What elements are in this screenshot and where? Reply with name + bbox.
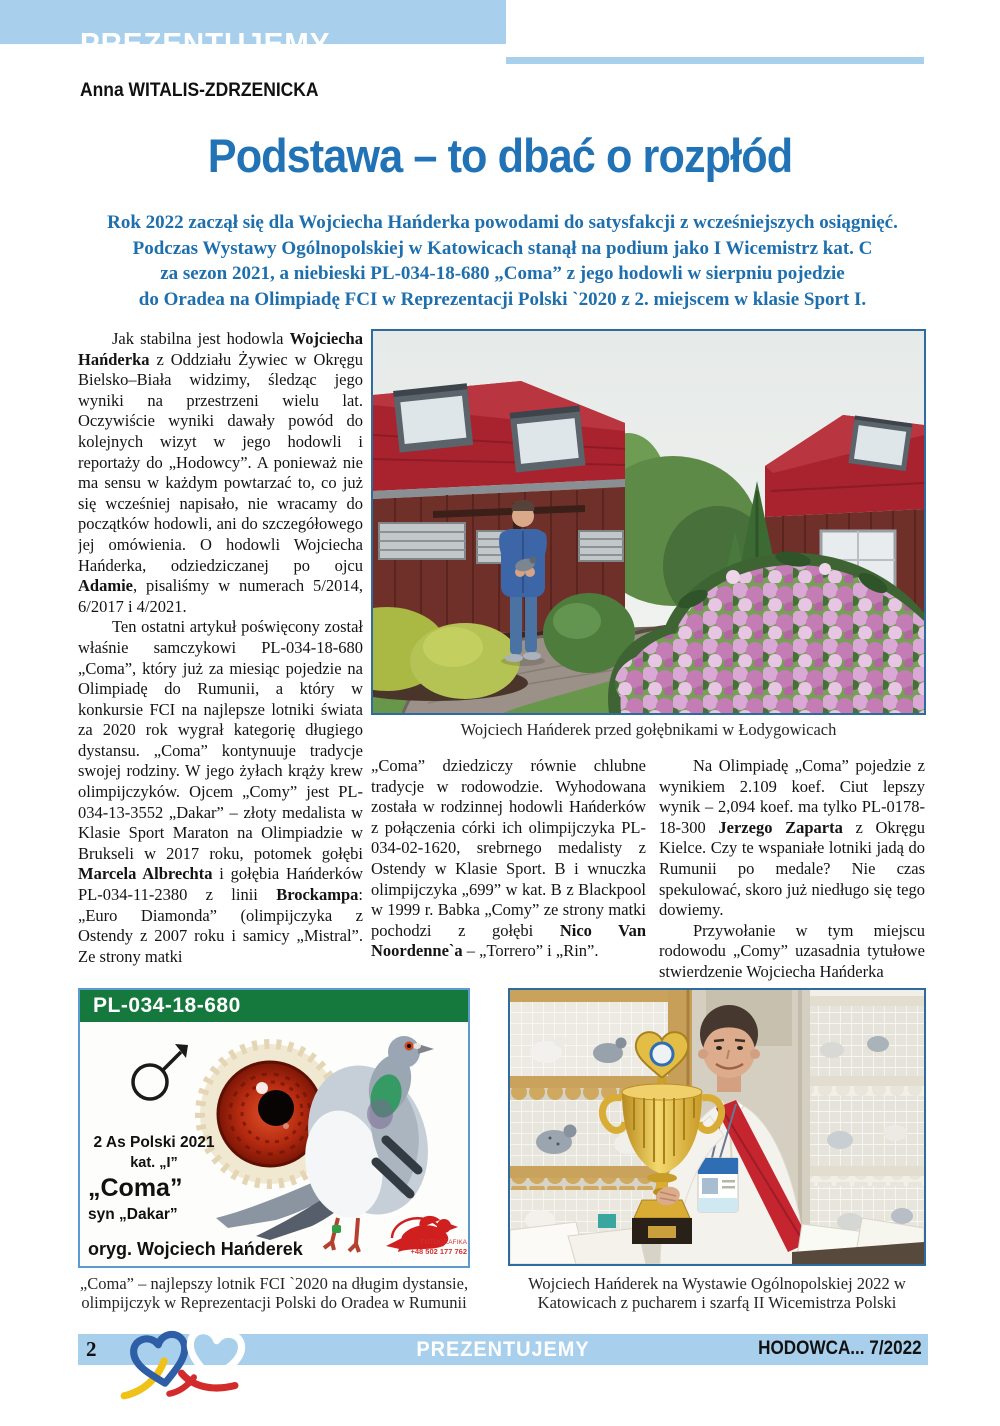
lead-line: Rok 2022 zaczął się dla Wojciecha Hańderka powodami do satysfakcji z wcześniejszych osiągnięć. [107, 212, 898, 233]
article-title: Podstawa – to dbać o rozpłód [207, 129, 793, 182]
main-photo [371, 329, 926, 715]
header-rule [506, 57, 924, 64]
photo-credit-phone: +48 502 177 762 [410, 1247, 467, 1256]
trophy-photo-caption: Wojciech Hańderek na Wystawie Ogólnopolskiej 2022 w Katowicach z pucharem i szarfą II Wicemistrza Polski [528, 1274, 906, 1312]
photo-credit-name: FOTOGRAFIKA [420, 1239, 467, 1246]
footer-section-label: PREZENTUJEMY [416, 1338, 590, 1361]
pigeon-name: „Coma” [88, 1174, 183, 1202]
article-column-1 [78, 329, 363, 989]
pedigree-card-caption: „Coma” – najlepszy lotnik FCI `2020 na długim dystansie, olimpijczyk w Reprezentacji Polski do Oradea w Rumunii [79, 1274, 469, 1312]
paragraph: Na Olimpiadę „Coma” pojedzie z wynikiem 2.109 koef. Ciut lepszy wynik – 2,094 koef. ma tylko PL-0178-18-300 Jerzego Zaparta z Okręgu Kielce. Czy te wspaniałe lotniki jadą do Rumunii po medale? Nie czas spekulować, skoro już niedługo się tego dowiemy. [659, 756, 925, 920]
byline: Anna WITALIS-ZDRZENICKA [80, 80, 319, 101]
paragraph: „Coma” dziedziczy równie chlubne tradycje w rodowodzie. Wyhodowana została w rodzinnej hodowli Hańderków z połączenia córki ich olimpijczyka PL-034-02-1620, srebrnego medalisty z Ostendy w Klasie Sport. B i wnuczka olimpijczyka „699” w kat. B z Blackpool w 1999 r. Babka „Comy” ze strony matki pochodzi z gołębi Nico Van Noordenne`a – „Torrero” i „Rin”. [371, 756, 646, 961]
award-line: 2 As Polski 2021 [93, 1134, 215, 1151]
lead-paragraph [80, 210, 925, 312]
paragraph: Przywołanie w tym miejscu rodowodu „Comy” uzasadnia tytułowe stwierdzenie Wojciecha Hańderka [659, 920, 925, 981]
pedigree-card-body [80, 1022, 468, 1266]
page-number: 2 [86, 1337, 97, 1361]
pigeon-owner: oryg. Wojciech Hańderek [88, 1239, 303, 1259]
ring-number: PL-034-18-680 [93, 994, 241, 1017]
article-column-3 [659, 756, 925, 992]
hearts-logo [116, 1322, 280, 1404]
award-category: kat. „I” [130, 1155, 178, 1171]
lead-line: Podczas Wystawy Ogólnopolskiej w Katowicach stanął na podium jako I Wicemistrz kat. C [132, 237, 873, 259]
paragraph: Jak stabilna jest hodowla Wojciecha Hańderka z Oddziału Żywiec w Okręgu Bielsko–Biała widzimy, śledząc jego wyniki na przestrzeni wielu lat. Oczywiście wyniki dawały powód do kolejnych wizyt w jego hodowli i reportaży do „Hodowcy”. A ponieważ nie ma sensu w każdym powtarzać to, co już się wcześniej napisało, nie wracamy do początków hodowli, ani do szczegółowego jej omówienia. O hodowli Wojciecha Hańderka, odziedziczanej po ojcu Adamie, pisaliśmy w numerach 5/2014, 6/2017 i 4/2021. [78, 329, 363, 616]
pedigree-card-header [80, 990, 468, 1022]
lead-line: do Oradea na Olimpiadę FCI w Reprezentacji Polski `2020 z 2. miejscem w klasie Sport I. [138, 288, 867, 310]
trophy-photo [508, 988, 926, 1266]
footer-issue-label: HODOWCA... 7/2022 [758, 1338, 922, 1359]
section-label: PREZENTUJEMY [80, 26, 331, 61]
loft-photo-illustration [373, 331, 924, 713]
lead-line: za sezon 2021, a niebieski PL-034-18-680 „Coma” z jego hodowli w sierpniu pojedzie [160, 263, 845, 284]
pedigree-card [78, 988, 470, 1268]
male-symbol-icon [133, 1052, 181, 1099]
article-column-2 [371, 756, 646, 992]
pigeon-lineage: syn „Dakar” [88, 1206, 178, 1223]
main-photo-caption: Wojciech Hańderek przed gołębnikami w Łodygowicach [460, 720, 837, 739]
paragraph: Ten ostatni artykuł poświęcony został właśnie samczykowi PL-034-18-680 „Coma”, który już za miesiąc pojedzie na Olimpiadę do Rumunii, a który w konkursie FCI na najlepsze lotniki świata za 2020 rok wygrał kategorię długiego dystansu. „Coma” kontynuuje tradycje swojej rodziny. W jego żyłach krąży krew olimpijczyków. Ojcem „Comy” jest PL-034-13-3552 „Dakar” – złoty medalista w Klasie Sport Maraton na Olimpiadzie w Brukseli w 2017 roku, potomek gołębi Marcela Albrechta i gołębia Hańderków PL-034-11-2380 z linii Brockampa: „Euro Diamonda” (olimpijczyka z Ostendy z 2007 roku i samicy „Mistral”. Ze strony matki [78, 617, 363, 966]
trophy-photo-illustration [510, 990, 924, 1264]
